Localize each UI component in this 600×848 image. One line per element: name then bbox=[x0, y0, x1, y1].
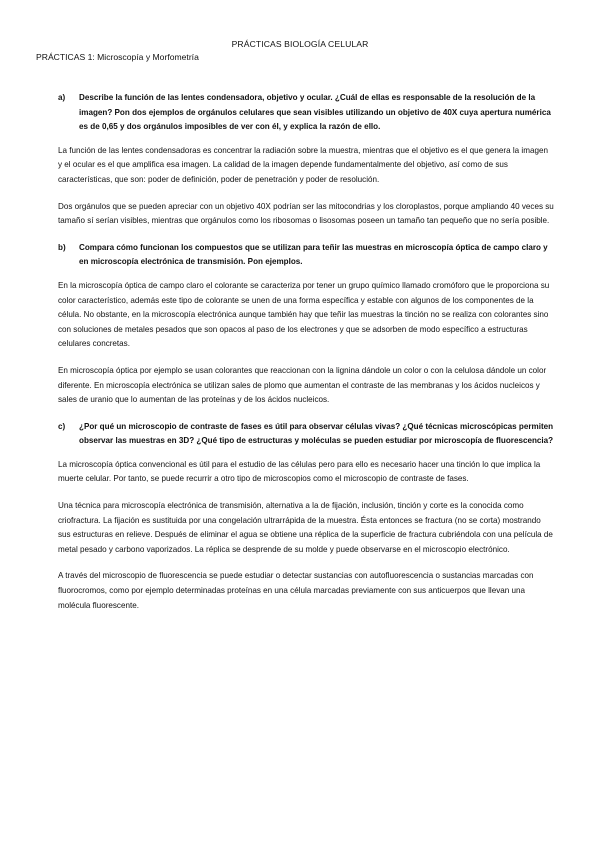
answer-paragraph: La función de las lentes condensadoras es concentrar la radiación sobre la muestra, mientras que el objetivo es el que genera la imagen y el ocular es el que amplifica esa imagen. La calidad de la imagen depende fundamentalmente del objetivo, así como de sus características, que son: poder de definición, poder de penetración y poder de resolución. bbox=[58, 145, 548, 184]
answer-paragraph: A través del microscopio de fluorescencia se puede estudiar o detectar sustancias con autofluorescencia o sustancias marcadas con fluorocromos, como por ejemplo determinadas proteínas en una célula marcadas previamente con sus anticuerpos que llevan una molécula fluorescente. bbox=[58, 571, 534, 610]
answer-paragraph: Dos orgánulos que se pueden apreciar con un objetivo 40X podrían ser las mitocondrias y los cloroplastos, porque ampliando 40 veces su tamaño sí serían visibles, mientras que orgánulos como los ribosomas o lisosomas poseen un tamaño tan pequeño que no sería posible. bbox=[58, 201, 554, 226]
question-text: ¿Por qué un microscopio de contraste de fases es útil para observar células vivas? ¿Qué técnicas microscópicas permiten observar las muestras en 3D? ¿Qué tipo de estructuras y moléculas se pueden estudiar por microscopía de fluorescencia? bbox=[79, 421, 554, 446]
document-subtitle: PRÁCTICAS 1: Microscopía y Morfometría bbox=[36, 52, 199, 62]
question-a bbox=[58, 91, 554, 135]
document-body bbox=[58, 91, 554, 625]
answer-paragraph: En microscopía óptica por ejemplo se usan colorantes que reaccionan con la lignina dándole un color o con la celulosa dándole un color diferente. En microscopía electrónica se utilizan sales de plomo que aumentan el contraste de las membranas y los ácidos nucleicos y sales de uranio que lo aumentan de las proteínas y de los ácidos nucleicos. bbox=[58, 365, 547, 405]
section-a bbox=[58, 91, 554, 229]
answer-paragraph: La microscopía óptica convencional es útil para el estudio de las células pero para ello es necesario hacer una tinción lo que implica la muerte celular. Por tanto, se puede recurrir a otro tipo de microscopios como el microscopio de contraste de fases. bbox=[58, 459, 541, 484]
question-text: Compara cómo funcionan los compuestos que se utilizan para teñir las muestras en microscopía óptica de campo claro y en microscopía electrónica de transmisión. Pon ejemplos. bbox=[79, 242, 548, 267]
answer-paragraph: En la microscopía óptica de campo claro el colorante se caracteriza por tener un grupo químico llamado cromóforo que le proporciona su color característico, además este tipo de colorante se unen de una forma específica y estable con algunos de los componentes de la célula. No obstante, en la microscopía electrónica aunque también hay que teñir las muestras la tinción no se realiza con colorantes sino con soluciones de metales pesados que son opacos al paso de los electrones y que se adsorben de modo específico a estructuras celulares concretas. bbox=[58, 280, 550, 349]
section-c bbox=[58, 420, 554, 614]
question-letter: c) bbox=[58, 421, 66, 431]
document-title: PRÁCTICAS BIOLOGÍA CELULAR bbox=[231, 39, 369, 49]
answer-paragraph: Una técnica para microscopía electrónica de transmisión, alternativa a la de fijación, inclusión, tinción y corte es la conocida como criofractura. La fijación es sustituida por una congelación ultrarrápida de la muestra. Ésta entonces se fractura (no se corta) mostrando sus estructuras en relieve. Después de eliminar el agua se obtiene una réplica de la superficie de fractura cubriéndola con una película de metal pesado y carbono vaporizados. La réplica se desprende de su molde y puede observarse en el microscopio electrónico. bbox=[58, 501, 553, 554]
section-b bbox=[58, 241, 554, 408]
question-text: Describe la función de las lentes condensadora, objetivo y ocular. ¿Cuál de ellas es responsable de la resolución de la imagen? Pon dos ejemplos de orgánulos celulares que sean visibles utilizando un objetivo de 40X cuya apertura numérica es de 0,65 y dos orgánulos imposibles de ver con él, y explica la razón de ello. bbox=[79, 93, 551, 132]
question-letter: b) bbox=[58, 242, 66, 252]
question-b bbox=[58, 241, 554, 270]
question-letter: a) bbox=[58, 93, 66, 102]
question-c bbox=[58, 420, 554, 449]
